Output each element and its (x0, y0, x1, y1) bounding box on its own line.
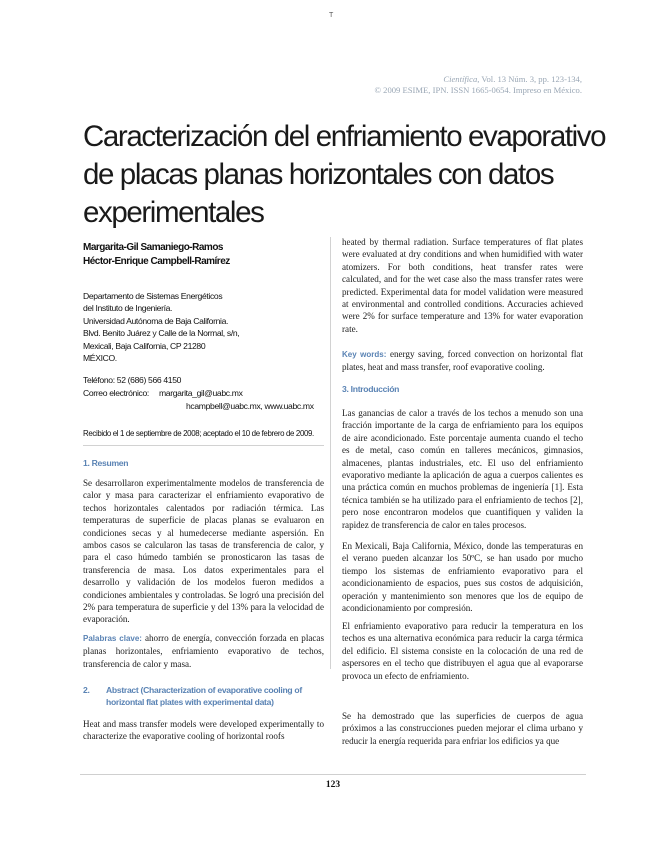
email-link[interactable]: hcampbell@uabc.mx, www.uabc.mx (186, 401, 314, 411)
crop-mark: T (329, 12, 334, 19)
section-number: 2. (83, 685, 90, 695)
affiliation-line: del Instituto de Ingeniería. (83, 303, 173, 314)
keywords-text: energy saving, forced convection on horizontal flat plates, heat and mass transfer, roof evaporative cooling. (342, 349, 583, 373)
author: Margarita-Gil Samaniego-Ramos (83, 242, 223, 253)
title-line: Caracterización del enfriamiento evaporativo (83, 120, 606, 153)
footer-rule (80, 774, 586, 775)
affiliation (83, 290, 323, 364)
title-line: experimentales (83, 196, 264, 229)
author: Héctor-Enrique Campbell-Ramírez (83, 256, 230, 267)
keywords-label: Palabras clave: (83, 634, 142, 643)
affiliation-line: MÉXICO. (83, 353, 117, 364)
section-heading-introduccion: 3. Introducción (342, 384, 400, 394)
intro-paragraph: El enfriamiento evaporativo para reducir la temperatura en los techos es una alternativa económica para reducir la carga térmica del edificio. El sistema consiste en la colocación de una red de aspersores en el techo que distribuyen el agua que al evaporarse provoca un efecto de enfriamiento. (342, 621, 583, 681)
resumen-text: Se desarrollaron experimentalmente modelos de transferencia de calor y masa para caracterizar el enfriamiento evaporativo de techos horizontales calentados por radiación térmica. Las temperaturas de superficie de placas planas se evaluaron en condiciones secas y al humedecerse mediante aspersión. En ambos casos se calcularon las tasas de transferencia de calor, y para el caso húmedo también se pronosticaron las tasas de transferencia de masa. Los datos experimentales para el desarrollo y validación de los modelos fueron medidos a condiciones ambientales y controladas. Se logró una precisión del 2% para temperatura de superficie y del 13% para la velocidad de evaporación. (83, 478, 324, 625)
journal-copyright: © 2009 ESIME, IPN. ISSN 1665-0654. Impreso en México. (374, 85, 582, 95)
intro-paragraph: En Mexicali, Baja California, México, donde las temperaturas en el verano pueden alcanzar los 50ºC, se han usado por mucho tiempo los sistemas de enfriamiento evaporativo para el acondicionamiento de espacios, pues sus costos de adquisición, operación y mantenimiento son menores que los de equipo de acondicionamiento por compresión. (342, 541, 583, 614)
title-line: de placas planas horizontales con datos (83, 158, 554, 191)
email-label: Correo electrónico: (83, 388, 149, 398)
column-divider (330, 237, 331, 669)
journal-citation (374, 74, 582, 96)
affiliation-line: Blvd. Benito Juárez y Calle de la Normal, s/n, (83, 328, 240, 339)
section-heading-abstract (83, 684, 324, 708)
page-title (83, 118, 606, 232)
abstract-text-left: Heat and mass transfer models were developed experimentally to characterize the evaporative cooling of horizontal roofs (83, 719, 324, 742)
keywords-text: ahorro de energía, convección forzada en placas planas horizontales, enfriamiento evaporativo de techos, transferencia de calor y masa. (83, 633, 324, 669)
affiliation-line: Departamento de Sistemas Energéticos (83, 291, 223, 301)
journal-name: Científica (443, 74, 478, 84)
keywords-en (342, 348, 583, 374)
affiliation-line: Universidad Autónoma de Baja California. (83, 315, 229, 326)
keywords-label: Key words: (342, 350, 387, 359)
phone: Teléfono: 52 (686) 566 4150 (83, 375, 182, 385)
author-list (83, 241, 230, 269)
intro-paragraph: Las ganancias de calor a través de los techos a menudo son una fracción importante de la carga de enfriamiento para los equipos de aire acondicionado. Este porcentaje aumenta cuando el techo es de metal, caso común en talleres mecánicos, gimnasios, almacenes, plantas industriales, etc. El uso del enfriamiento evaporativo mediante la aplicación de agua a cuerpos calientes es una práctica común en muchos problemas de ingeniería [1]. Esta técnica también se ha utilizado para el enfriamiento de techos [2], pero nose encontraron modelos que cuantifiquen y validen la rapidez de transferencia de calor en tales procesos. (342, 408, 583, 530)
section-title: Abstract (Characterization of evaporative cooling of horizontal flat plates with experimental data) (106, 685, 302, 707)
section-heading-resumen: 1. Resumen (83, 458, 129, 468)
contact-info (83, 374, 314, 413)
email-link[interactable]: margarita_gil@uabc.mx (159, 388, 243, 398)
affiliation-line: Mexicali, Baja California, CP 21280 (83, 340, 206, 351)
page-number: 123 (325, 780, 341, 790)
keywords-es (83, 632, 324, 670)
divider (83, 445, 324, 446)
intro-paragraph: Se ha demostrado que las superficies de cuerpos de agua próximos a las construcciones pueden mejorar el clima urbano y reducir la energía requerida para enfriar los edificios ya que (342, 711, 583, 746)
received-date: Recibido el 1 de septiembre de 2008; aceptado el 10 de febrero de 2009. (83, 429, 314, 438)
journal-issue: , Vol. 13 Núm. 3, pp. 123-134, (477, 74, 582, 84)
abstract-text-right: heated by thermal radiation. Surface temperatures of flat plates were evaluated at dry conditions and when humidified with water atomizers. For both conditions, heat transfer rates were calculated, and for the wet case also the mass transfer rates were predicted. Experimental data for model validation were measured at environmental and controlled conditions. Accuracies achieved were 2% for surface temperature and 13% for water evaporation rate. (342, 237, 583, 334)
